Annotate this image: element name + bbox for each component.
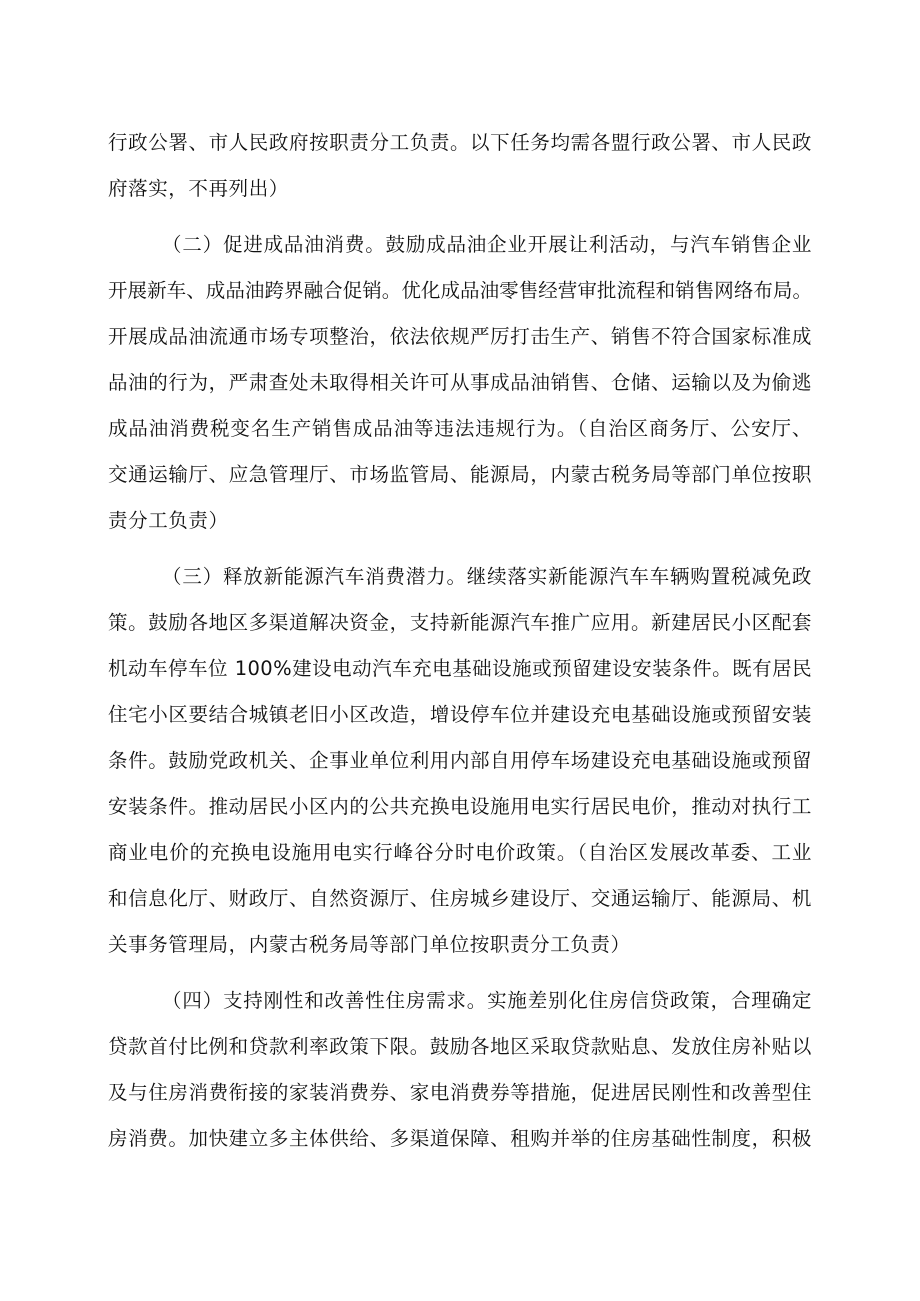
paragraph-3-line-6: 安装条件。推动居民小区内的公共充换电设施用电实行居民电价，推动对执行工 xyxy=(108,795,812,818)
paragraph-3-line-8: 和信息化厅、财政厅、自然资源厅、住房城乡建设厅、交通运输厅、能源局、机 xyxy=(108,887,812,910)
paragraph-1-line-2: 府落实，不再列出） xyxy=(108,177,289,200)
paragraph-3-line-2: 策。鼓励各地区多渠道解决资金，支持新能源汽车推广应用。新建居民小区配套 xyxy=(108,611,812,634)
paragraph-2-line-2: 开展新车、成品油跨界融合促销。优化成品油零售经营审批流程和销售网络布局。 xyxy=(108,279,812,302)
paragraph-3-line-3: 机动车停车位 100%建设电动汽车充电基础设施或预留建设安装条件。既有居民 xyxy=(108,657,812,680)
paragraph-4-line-2: 贷款首付比例和贷款利率政策下限。鼓励各地区采取贷款贴息、发放住房补贴以 xyxy=(108,1035,812,1058)
paragraph-2-line-5: 成品油消费税变名生产销售成品油等违法违规行为。（自治区商务厅、公安厅、 xyxy=(108,417,812,440)
paragraph-2-line-4: 品油的行为，严肃查处未取得相关许可从事成品油销售、仓储、运输以及为偷逃 xyxy=(108,371,812,394)
paragraph-3-line-1: （三）释放新能源汽车消费潜力。继续落实新能源汽车车辆购置税减免政 xyxy=(162,565,812,588)
paragraph-3-line-9: 关事务管理局，内蒙古税务局等部门单位按职责分工负责） xyxy=(108,933,631,956)
paragraph-3-line-5: 条件。鼓励党政机关、企事业单位利用内部自用停车场建设充电基础设施或预留 xyxy=(108,749,812,772)
paragraph-4-line-1: （四）支持刚性和改善性住房需求。实施差别化住房信贷政策，合理确定 xyxy=(162,989,812,1012)
paragraph-1-line-1: 行政公署、市人民政府按职责分工负责。以下任务均需各盟行政公署、市人民政 xyxy=(108,131,812,154)
paragraph-3-line-4: 住宅小区要结合城镇老旧小区改造，增设停车位并建设充电基础设施或预留安装 xyxy=(108,703,812,726)
paragraph-3-line-7: 商业电价的充换电设施用电实行峰谷分时电价政策。（自治区发展改革委、工业 xyxy=(108,841,812,864)
paragraph-2-line-6: 交通运输厅、应急管理厅、市场监管局、能源局，内蒙古税务局等部门单位按职 xyxy=(108,463,812,486)
paragraph-4-line-4: 房消费。加快建立多主体供给、多渠道保障、租购并举的住房基础性制度，积极 xyxy=(108,1127,812,1150)
paragraph-4-line-3: 及与住房消费衔接的家装消费券、家电消费券等措施，促进居民刚性和改善型住 xyxy=(108,1081,812,1104)
paragraph-2-line-7: 责分工负责） xyxy=(108,509,229,532)
paragraph-2-line-3: 开展成品油流通市场专项整治，依法依规严厉打击生产、销售不符合国家标准成 xyxy=(108,325,812,348)
paragraph-2-line-1: （二）促进成品油消费。鼓励成品油企业开展让利活动，与汽车销售企业 xyxy=(162,233,812,256)
